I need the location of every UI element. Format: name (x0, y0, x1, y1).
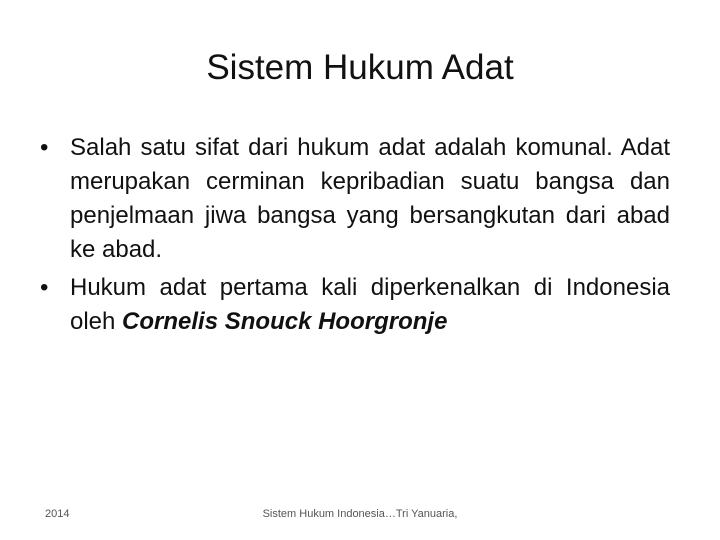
footer-text: Sistem Hukum Indonesia…Tri Yanuaria, (262, 508, 458, 520)
bullet-marker: • (40, 134, 49, 161)
slide-title: Sistem Hukum Adat (206, 48, 514, 87)
emphasized-name: Cornelis Snouck Hoorgronje (122, 308, 448, 335)
bullet-marker: • (40, 274, 49, 301)
bullet-list (40, 131, 670, 343)
bullet-item-2 (40, 271, 670, 339)
bullet-text: Salah satu sifat dari hukum adat adalah komunal. Adat merupakan cerminan kepribadian suatu bangsa dan penjelmaan jiwa bangsa yang bersangkutan dari abad ke abad. (70, 134, 670, 263)
bullet-text: Hukum adat pertama kali diperkenalkan di Indonesia oleh (70, 274, 670, 335)
bullet-item-1 (40, 131, 670, 267)
footer-date: 2014 (45, 508, 70, 520)
